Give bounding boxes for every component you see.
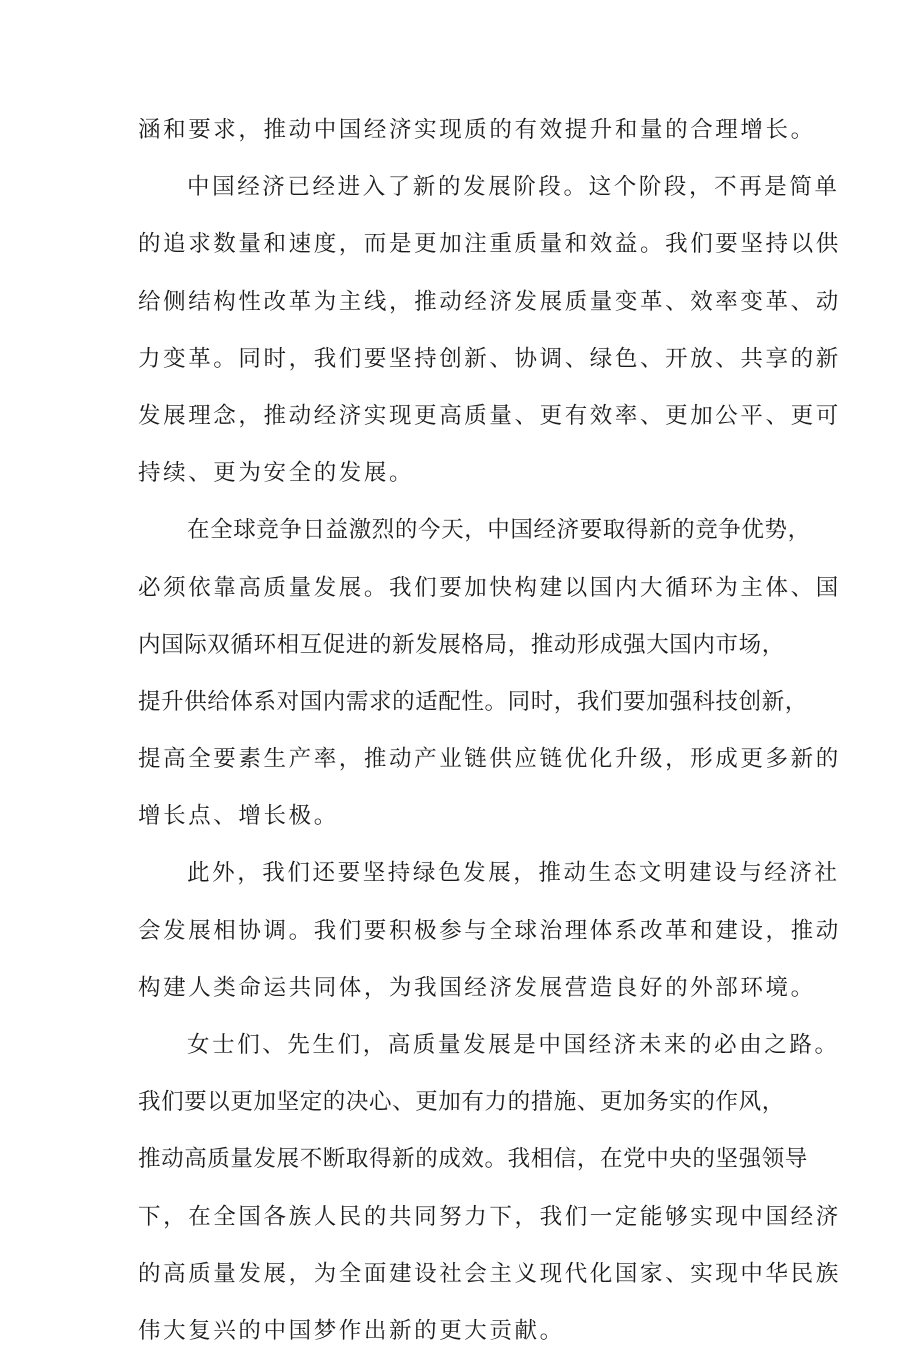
text-line: 推动高质量发展不断取得新的成效。我相信，在党中央的坚强领导 [138, 1146, 808, 1173]
paragraph-global-competition [138, 508, 841, 839]
text-line: 涵和要求，推动中国经济实现质的有效提升和量的合理增长。 [138, 117, 816, 143]
text-line: 的追求数量和速度，而是更加注重质量和效益。我们要坚持以供 [138, 231, 841, 258]
text-line: 女士们、先生们，高质量发展是中国经济未来的必由之路。 [187, 1032, 840, 1058]
text-line: 必须依靠高质量发展。我们要加快构建以国内大循环为主体、国 [138, 574, 841, 601]
text-line: 在全球竞争日益激烈的今天，中国经济要取得新的竞争优势， [187, 517, 811, 544]
paragraph-green-development [138, 851, 841, 1010]
paragraph-new-stage [138, 165, 841, 496]
text-line: 会发展相协调。我们要积极参与全球治理体系改革和建设，推动 [138, 917, 841, 944]
text-line: 此外，我们还要坚持绿色发展，推动生态文明建设与经济社 [187, 860, 840, 887]
text-line: 内国际双循环相互促进的新发展格局，推动形成强大国内市场， [138, 631, 785, 658]
text-line: 提高全要素生产率，推动产业链供应链优化升级，形成更多新的 [138, 746, 841, 773]
text-line: 中国经济已经进入了新的发展阶段。这个阶段，不再是简单 [187, 174, 840, 201]
text-line: 我们要以更加坚定的决心、更加有力的措施、更加务实的作风， [138, 1089, 785, 1116]
text-line: 持续、更为安全的发展。 [138, 460, 415, 487]
text-line: 的高质量发展，为全面建设社会主义现代化国家、实现中华民族 [138, 1260, 841, 1287]
text-line: 增长点、增长极。 [138, 803, 339, 830]
speech-text [138, 108, 841, 1366]
text-line: 构建人类命运共同体，为我国经济发展营造良好的外部环境。 [138, 974, 816, 1001]
text-line: 给侧结构性改革为主线，推动经济发展质量变革、效率变革、动 [138, 288, 841, 315]
paragraph-closing [138, 1023, 841, 1354]
text-line: 下，在全国各族人民的共同努力下，我们一定能够实现中国经济 [138, 1203, 841, 1230]
text-line: 发展理念，推动经济实现更高质量、更有效率、更加公平、更可 [138, 402, 841, 429]
text-line: 伟大复兴的中国梦作出新的更大贡献。 [138, 1317, 565, 1344]
text-line: 力变革。同时，我们要坚持创新、协调、绿色、开放、共享的新 [138, 345, 841, 372]
paragraph-continuation [138, 108, 816, 153]
text-line: 提升供给体系对国内需求的适配性。同时，我们要加强科技创新， [138, 688, 808, 715]
